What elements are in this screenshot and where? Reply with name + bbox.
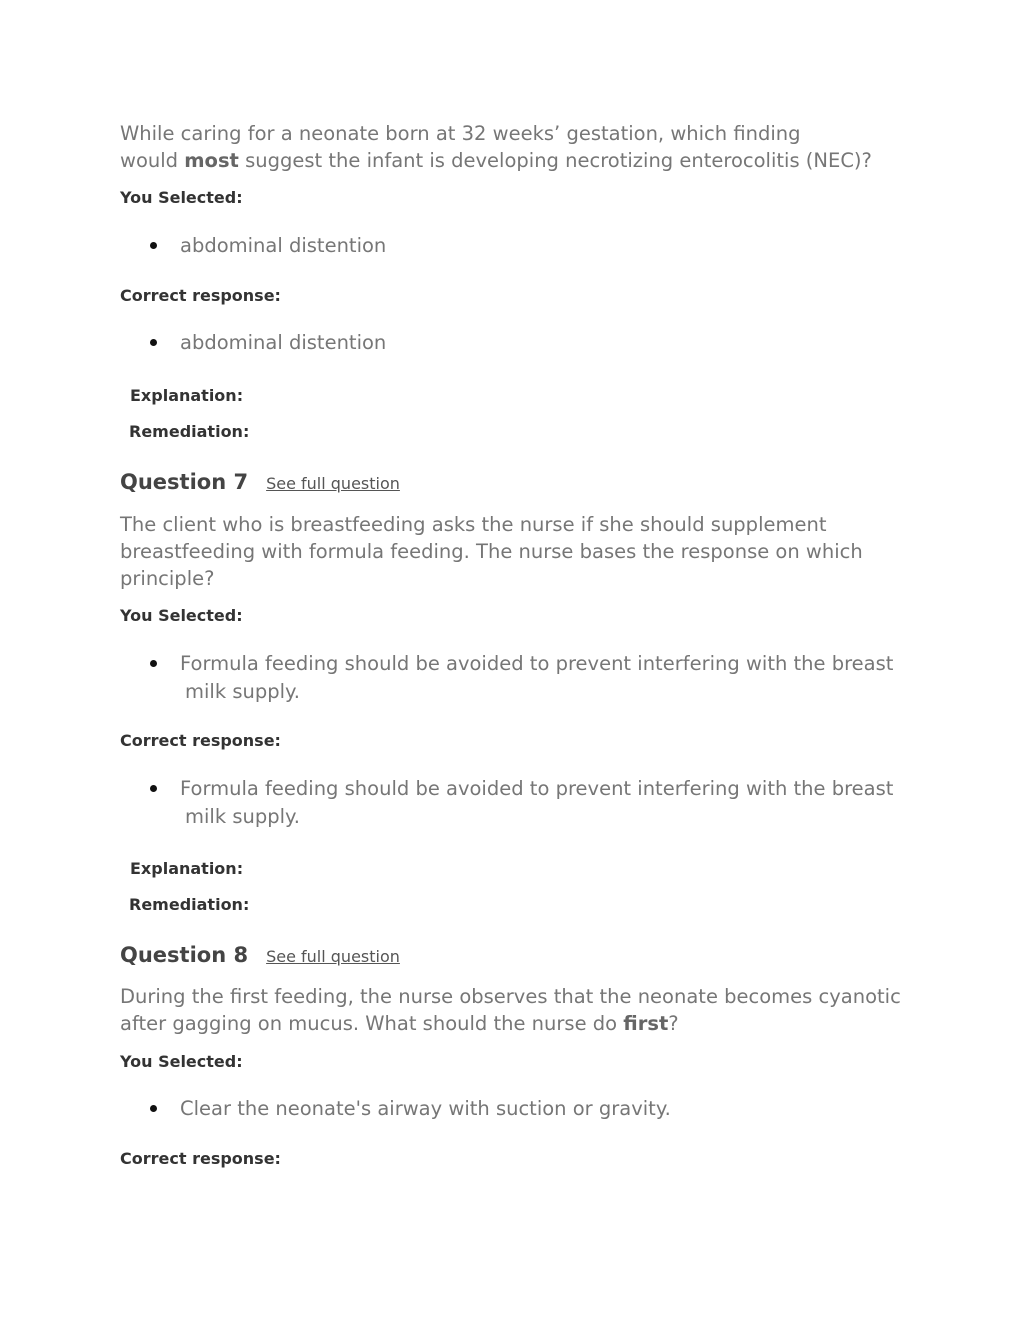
q6-correct-label: Correct response: xyxy=(120,286,281,305)
q7-you-selected-label: You Selected: xyxy=(120,606,243,625)
q7-text xyxy=(120,511,863,592)
q8-correct-label: Correct response: xyxy=(120,1149,281,1168)
q7-text-line3: principle? xyxy=(120,567,215,590)
q7-header xyxy=(120,470,400,494)
q6-remediation-label: Remediation: xyxy=(129,422,250,441)
bullet-dot xyxy=(150,660,157,667)
q6-you-selected-label: You Selected: xyxy=(120,188,243,207)
q7-correct-answer-line2: milk supply. xyxy=(185,805,300,828)
q7-text-line1: The client who is breastfeeding asks the nurse if she should supplement xyxy=(120,513,827,536)
bullet-dot xyxy=(150,1105,157,1112)
q6-correct-answer-text: abdominal distention xyxy=(180,331,387,354)
q6-text-line1: While caring for a neonate born at 32 weeks’ gestation, which finding xyxy=(120,122,801,145)
q6-selected-answer xyxy=(120,232,965,260)
q8-text-line2-post: ? xyxy=(668,1012,679,1035)
q6-correct-answer xyxy=(120,329,965,357)
q8-header xyxy=(120,943,400,967)
q8-text-line2-pre: after gagging on mucus. What should the nurse do xyxy=(120,1012,624,1035)
q8-you-selected-label: You Selected: xyxy=(120,1052,243,1071)
q7-selected-answer-line2: milk supply. xyxy=(185,680,300,703)
q8-title: Question 8 xyxy=(120,943,249,967)
bullet-dot xyxy=(150,785,157,792)
q8-text-bold: first xyxy=(623,1012,669,1035)
q8-selected-answer-text: Clear the neonate's airway with suction or gravity. xyxy=(180,1097,671,1120)
q6-text-bold: most xyxy=(184,149,239,172)
q7-title: Question 7 xyxy=(120,470,249,494)
q7-correct-answer xyxy=(120,775,965,831)
bullet-dot xyxy=(150,242,157,249)
q8-text xyxy=(120,983,901,1037)
q8-selected-answer xyxy=(120,1095,965,1123)
bullet-dot xyxy=(150,339,157,346)
q7-correct-answer-line1: Formula feeding should be avoided to prevent interfering with the breast xyxy=(180,777,894,800)
q8-see-full-question-link[interactable]: See full question xyxy=(266,947,400,966)
q7-text-line2: breastfeeding with formula feeding. The nurse bases the response on which xyxy=(120,540,863,563)
q7-remediation-label: Remediation: xyxy=(129,895,250,914)
q7-selected-answer xyxy=(120,650,965,706)
q6-text-line2-pre: would xyxy=(120,149,185,172)
q6-selected-answer-text: abdominal distention xyxy=(180,234,387,257)
q8-text-line1: During the first feeding, the nurse observes that the neonate becomes cyanotic xyxy=(120,985,901,1008)
q7-correct-label: Correct response: xyxy=(120,731,281,750)
q6-text xyxy=(120,120,872,174)
q7-see-full-question-link[interactable]: See full question xyxy=(266,474,400,493)
q7-explanation-label: Explanation: xyxy=(130,859,244,878)
q6-explanation-label: Explanation: xyxy=(130,386,244,405)
q6-text-line2-post: suggest the infant is developing necrotizing enterocolitis (NEC)? xyxy=(238,149,872,172)
q7-selected-answer-line1: Formula feeding should be avoided to prevent interfering with the breast xyxy=(180,652,894,675)
